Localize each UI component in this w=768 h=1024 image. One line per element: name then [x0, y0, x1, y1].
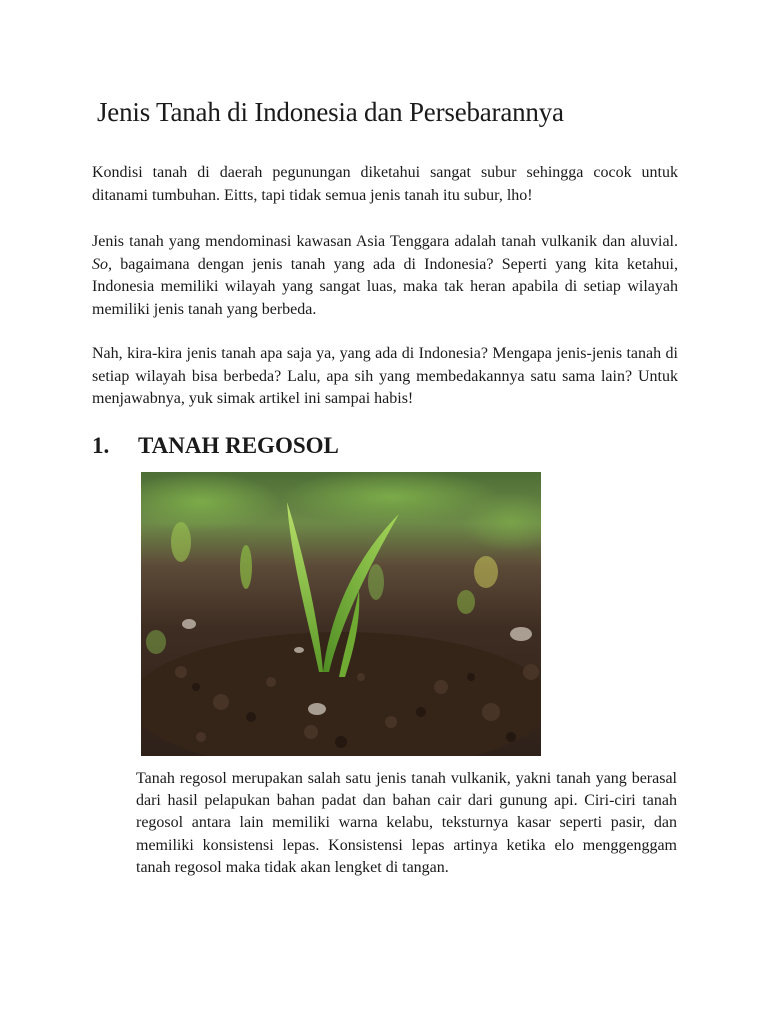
paragraph-text: Jenis tanah yang mendominasi kawasan Asia Tenggara adalah tanah vulkanik dan aluvial.: [92, 233, 678, 250]
intro-paragraph-1: Kondisi tanah di daerah pegunungan diketahui sangat subur sehingga cocok untuk ditanami tumbuhan. Eitts, tapi tidak semua jenis tanah itu subur, lho!: [92, 164, 678, 204]
sprout-illustration: [141, 472, 541, 756]
intro-paragraph-3: Nah, kira-kira jenis tanah apa saja ya, yang ada di Indonesia? Mengapa jenis-jenis tanah di setiap wilayah bisa berbeda? Lalu, apa sih yang membedakannya satu sama lain? Untuk menjawabnya, yuk simak artikel ini sampai habis!: [92, 345, 678, 407]
section-body: Tanah regosol merupakan salah satu jenis tanah vulkanik, yakni tanah yang berasal dari hasil pelapukan bahan padat dan bahan cair dari gunung api. Ciri-ciri tanah regosol antara lain memiliki warna kelabu, teksturnya kasar seperti pasir, dan memiliki konsistensi lepas. Konsistensi lepas artinya ketika elo menggenggam tanah regosol maka tidak akan lengket di tangan.: [136, 770, 677, 876]
paragraph-text: bagaimana dengan jenis tanah yang ada di Indonesia? Seperti yang kita ketahui, Indonesia memiliki wilayah yang sangat luas, maka tak heran apabila di setiap wilayah memiliki jenis tanah yang berbeda.: [92, 255, 678, 318]
intro-paragraph-2: [92, 231, 678, 321]
italic-word: So,: [92, 255, 112, 273]
section-number: 1.: [92, 433, 110, 458]
section-title: TANAH REGOSOL: [138, 433, 339, 458]
section-heading: [92, 431, 592, 461]
sprout-photo: [141, 472, 541, 756]
document-title: Jenis Tanah di Indonesia dan Persebarannya: [97, 97, 564, 127]
